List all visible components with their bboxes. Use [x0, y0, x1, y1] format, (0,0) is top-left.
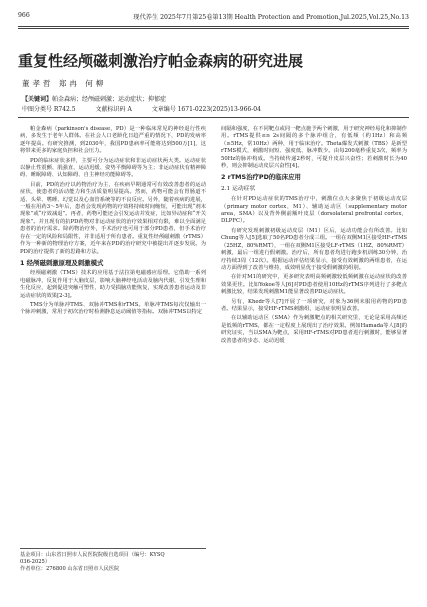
paragraph: 帕金森病（parkinson's disease，PD）是一种临床常见的神经退行性疾病，多发生于老年人群体。在社会人口老龄化日趋严重的情况下，PD的发病率逐年提高。有研究推测，到2030年，我国PD患病率可能将达到500万[1]，这将带来更多的家庭负担和社会压力。 [20, 126, 206, 155]
paragraph: TMS分为单脉冲TMS、双脉冲TMS和rTMS。单脉冲TMS每次仅输出一个脉冲刺激，常用于初次治疗时检测静息运动阈值等指标。双脉冲TMS以特定 [20, 301, 206, 316]
paragraph: 经颅磁刺激（TMS）技术的应用基于法拉第电磁感应原理。它借助一系列电磁脉冲，反复作用于大脑皮层，影响大脑神经电活动及脑内代谢，引发生理和生化反应，起到促进突触可塑性，助力受损脑功能恢复，实现改善患者运动及非运动症状的效果[2-3]。 [20, 270, 206, 299]
paragraph: 有研究发现刺激初级运动皮层（M1）区后，运动功能会有所改善。比如Chung等人[5]选取了50名PD患者分成三组。一组在双侧M1区接受HF-rTMS（25HZ，80%RMT），一组在双侧M1区接受LF-rTMS（1HZ，80%RMT）刺激，最后一组进行假刺激。治疗后，所有患者均进行跑步机训练30分钟，治疗持续3周（12次）。根据运动评估结果显示，接受有效刺激的两组患者，在运动方面得到了改善与维持，成效明显优于接受假刺激的组别。 [221, 227, 407, 271]
keywords-text: 帕金森病；经颅磁刺激；运动症状；抑郁症 [52, 96, 167, 103]
funding-note: 基金项目：山东省日照市人民医院院级自选项目（编号：KYSQ [20, 552, 165, 558]
article-meta [22, 104, 409, 113]
affiliation-note: 作者单位：276800 山东省日照市人民医院 [20, 566, 120, 573]
paragraph: 在针对PD运动症状的TMS治疗中，刺激位点大多聚焦于初级运动皮层（primary motor cortex，M1）、辅助运动区（supplementary motor area，SMA）以及背外侧前额叶皮层（dorsolateral prefrontal cortex，DLPFC）。 [221, 196, 407, 225]
paragraph: 在针对M1的研究中，更多研究表明高频刺激较低频刺激在运动症状的改善效果更佳。比如Yokoe等人[6]对PD患者使用10Hz的rTMS序列进行了多靶点刺激比较，结果发现刺激M1能显著改善PD运动症状。 [221, 274, 407, 296]
article-number: 文章编号 1671-0223(2025)13-966-04 [151, 106, 261, 113]
meta-rule [18, 117, 409, 118]
right-column [221, 126, 407, 347]
keywords [22, 94, 166, 103]
funding-note-cont: 036-2025） [20, 559, 51, 566]
left-column [20, 126, 206, 319]
paragraph: 在以辅助运动区（SMA）作为刺激靶点的相关研究里，无论是采用高频还是低频的rTMS，都在一定程度上展现出了治疗效果。例如Hamada等人[8]的研究证实，当以SMA为靶点，采用HF-rTMS对PD患者进行刺激时，能够显著改善患者的步态、运动迟缓 [221, 315, 407, 344]
paragraph: 另有，Khedr等人[7]开展了一项研究，对象为36例未服用药物的PD患者。结果显示，接受HF-rTMS刺激组，运动症状明显改善。 [221, 298, 407, 312]
article-title: 重复性经颅磁刺激治疗帕金森病的研究进展 [18, 52, 304, 70]
paragraph: 目前，PD的治疗以药物治疗为主，在疾病早期通常可有效改善患者的运动症状，使患者的活动能力和生活质量明显提高。然而，药物可能会有胃肠道不适、头晕、嗜睡、幻觉以及心血管系统等的不良反应。另外，随着疾病的进展，一般在用药3～5年后，患者会发现药物的疗效将持续时间缩短，可能出现“剂末现象”或“疗效减退”。再者，药物可能还会引发运动并发症，比如异动症和“开关现象”。并且现有的抗PD药物对非运动症状的治疗效果相对有限，难以全面满足患者的治疗需求。除药物治疗外，手术治疗也可用于部分PD患者，但手术治疗存在一定的风险和局限性，并非适用于所有患者。重复性经颅磁刺激（rTMS）作为一种新的物理治疗方案，近年来在PD的治疗研究中被提出并逐步发展。为PD的治疗提供了新的思路和方法。 [20, 181, 206, 255]
running-header [18, 12, 409, 26]
keywords-label: 【关键词】 [22, 96, 53, 103]
subsection-heading: 2.1 运动症状 [221, 185, 256, 192]
header-rule-2 [18, 28, 409, 29]
page-number: 966 [18, 12, 30, 19]
clc-number: 中图分类号 R742.5 [22, 106, 76, 113]
header-rule [18, 26, 409, 27]
paragraph: 间隔和强度，在不同靶点或同一靶点施予两个刺激，用于研究神经易化和抑制作用。rTMS提供≤≥ 2s间隔的多个脉冲组合，有低频（约1Hz）和高频（≥5Hz，常10Hz）两种，用于临床治疗。Theta爆发式刺激（TBS）是新型rTMS模式，刺激时间短、强度低、脉冲数少。由每200毫秒重复3次，频率为50Hz的脉冲构成。当持续传递2秒时，可提升皮层兴奋性；若刺激时长为40秒，则会抑制运动皮层兴奋性[4]。 [221, 126, 407, 170]
footnote [20, 548, 206, 574]
journal-citation: 现代养生 2025年7月第25卷第13期 Health Protection and Promotion,Jul.2025,Vol.25,No.13 [133, 14, 409, 21]
authors: 董孝哲 郑冉 何柳 [22, 79, 107, 88]
section-heading: 1 经颅磁刺激原理及刺激模式 [20, 258, 104, 267]
section-heading: 2 rTMS治疗PD的临床应用 [221, 173, 301, 182]
document-code: 文献标识码 A [95, 106, 132, 113]
paragraph: PD的临床症状多样，主要可分为运动症状和非运动症状两大类。运动症状以静止性震颤、肌强直、运动迟缓、姿势平衡障碍等为主；非运动症状有精神障碍、睡眠障碍、认知障碍、自主神经功能障碍等。 [20, 157, 206, 179]
